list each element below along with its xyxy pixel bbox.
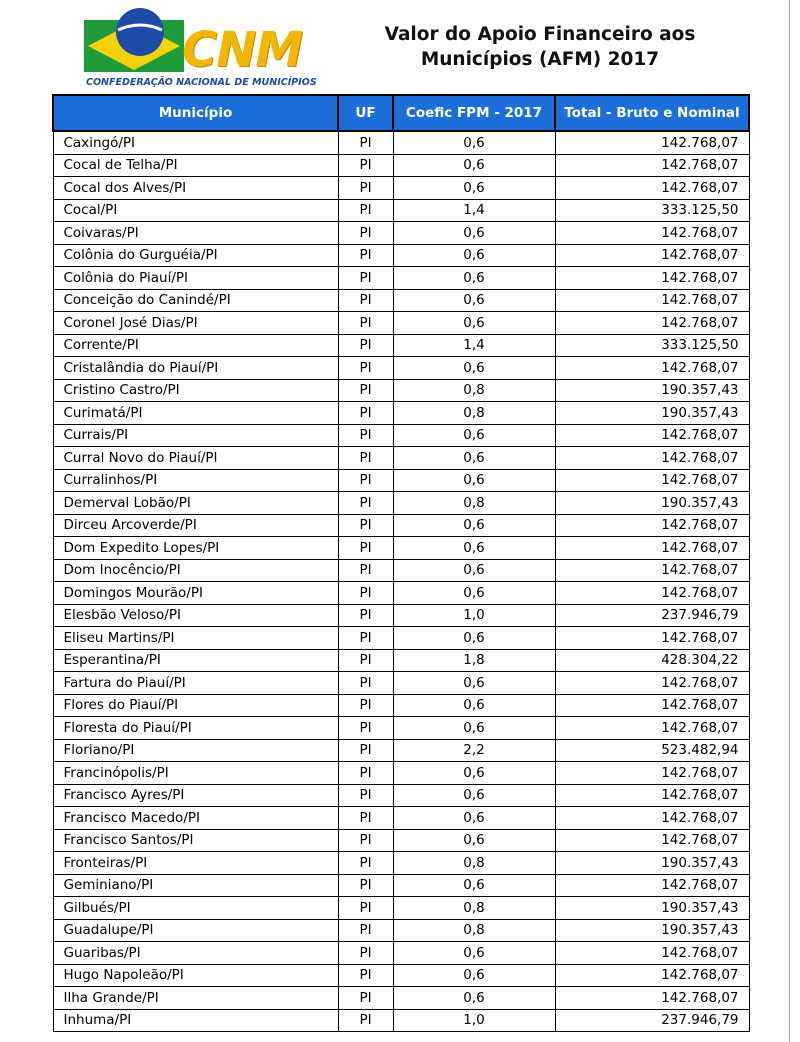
- cell-coef: 0,6: [393, 289, 555, 312]
- cell-coef: 1,4: [393, 334, 555, 357]
- table-row: [53, 649, 749, 672]
- cell-total: 428.304,22: [555, 649, 749, 672]
- cell-municipio: Francinópolis/PI: [53, 762, 338, 785]
- cell-uf: PI: [338, 942, 393, 965]
- cell-municipio: Inhuma/PI: [53, 1009, 338, 1032]
- cell-coef: 0,6: [393, 357, 555, 380]
- cell-total: 142.768,07: [555, 694, 749, 717]
- cell-municipio: Cocal/PI: [53, 199, 338, 222]
- cell-total: 142.768,07: [555, 244, 749, 267]
- cell-municipio: Flores do Piauí/PI: [53, 694, 338, 717]
- cell-uf: PI: [338, 627, 393, 650]
- cell-municipio: Fronteiras/PI: [53, 852, 338, 875]
- table-row: [53, 897, 749, 920]
- cell-uf: PI: [338, 582, 393, 605]
- cell-municipio: Dom Expedito Lopes/PI: [53, 537, 338, 560]
- logo-subtitle: CONFEDERAÇÃO NACIONAL DE MUNICÍPIOS: [86, 77, 317, 88]
- cell-coef: 0,6: [393, 559, 555, 582]
- table-row: [53, 131, 749, 154]
- cell-municipio: Fartura do Piauí/PI: [53, 672, 338, 695]
- cell-uf: PI: [338, 874, 393, 897]
- cell-uf: PI: [338, 447, 393, 470]
- cell-uf: PI: [338, 739, 393, 762]
- brazil-flag-icon: [84, 6, 194, 78]
- table-row: [53, 582, 749, 605]
- cell-coef: 0,6: [393, 627, 555, 650]
- cell-coef: 0,6: [393, 582, 555, 605]
- cell-coef: 0,6: [393, 964, 555, 987]
- cell-total: 142.768,07: [555, 357, 749, 380]
- cell-total: 142.768,07: [555, 627, 749, 650]
- cell-municipio: Hugo Napoleão/PI: [53, 964, 338, 987]
- cell-municipio: Domingos Mourão/PI: [53, 582, 338, 605]
- cell-total: 142.768,07: [555, 559, 749, 582]
- cell-total: 142.768,07: [555, 514, 749, 537]
- cell-coef: 0,8: [393, 852, 555, 875]
- cell-coef: 0,6: [393, 829, 555, 852]
- page-title: [330, 22, 750, 72]
- cell-uf: PI: [338, 987, 393, 1010]
- cell-municipio: Corrente/PI: [53, 334, 338, 357]
- table-row: [53, 244, 749, 267]
- cell-coef: 1,4: [393, 199, 555, 222]
- cell-municipio: Elesbão Veloso/PI: [53, 604, 338, 627]
- cell-uf: PI: [338, 469, 393, 492]
- table-row: [53, 379, 749, 402]
- table-row: [53, 469, 749, 492]
- column-header-total: Total - Bruto e Nominal: [555, 95, 749, 131]
- cell-total: 142.768,07: [555, 807, 749, 830]
- cell-uf: PI: [338, 492, 393, 515]
- title-line-1: Valor do Apoio Financeiro aos: [384, 24, 696, 45]
- cell-total: 142.768,07: [555, 829, 749, 852]
- table-row: [53, 177, 749, 200]
- cell-total: 142.768,07: [555, 312, 749, 335]
- afm-table: [52, 94, 750, 1032]
- cell-coef: 0,6: [393, 672, 555, 695]
- table-row: [53, 852, 749, 875]
- cell-total: 333.125,50: [555, 334, 749, 357]
- cell-municipio: Coronel José Dias/PI: [53, 312, 338, 335]
- table-header-row: [53, 95, 749, 131]
- cell-total: 142.768,07: [555, 717, 749, 740]
- cell-municipio: Colônia do Piauí/PI: [53, 267, 338, 290]
- cell-coef: 0,6: [393, 784, 555, 807]
- cell-coef: 0,8: [393, 919, 555, 942]
- cell-coef: 0,6: [393, 447, 555, 470]
- table-row: [53, 1009, 749, 1032]
- cell-total: 190.357,43: [555, 852, 749, 875]
- table-row: [53, 739, 749, 762]
- cell-municipio: Ilha Grande/PI: [53, 987, 338, 1010]
- cell-coef: 0,6: [393, 514, 555, 537]
- cell-uf: PI: [338, 357, 393, 380]
- cell-municipio: Geminiano/PI: [53, 874, 338, 897]
- cell-uf: PI: [338, 807, 393, 830]
- cell-uf: PI: [338, 267, 393, 290]
- cell-municipio: Cocal de Telha/PI: [53, 154, 338, 177]
- cell-coef: 0,6: [393, 222, 555, 245]
- cell-uf: PI: [338, 897, 393, 920]
- cell-municipio: Caxingó/PI: [53, 131, 338, 154]
- cell-coef: 0,6: [393, 942, 555, 965]
- table-row: [53, 199, 749, 222]
- table-row: [53, 334, 749, 357]
- cell-uf: PI: [338, 559, 393, 582]
- cell-municipio: Francisco Macedo/PI: [53, 807, 338, 830]
- cell-municipio: Conceição do Canindé/PI: [53, 289, 338, 312]
- table-row: [53, 829, 749, 852]
- cell-municipio: Curimatá/PI: [53, 402, 338, 425]
- cell-uf: PI: [338, 852, 393, 875]
- cell-total: 142.768,07: [555, 267, 749, 290]
- logo-text: CNM: [182, 22, 303, 78]
- cell-coef: 0,6: [393, 537, 555, 560]
- cell-total: 142.768,07: [555, 131, 749, 154]
- table-row: [53, 424, 749, 447]
- cell-uf: PI: [338, 514, 393, 537]
- cell-total: 190.357,43: [555, 919, 749, 942]
- cell-total: 190.357,43: [555, 897, 749, 920]
- document-header: [0, 0, 800, 95]
- cell-total: 142.768,07: [555, 987, 749, 1010]
- cell-total: 237.946,79: [555, 1009, 749, 1032]
- cell-coef: 0,6: [393, 762, 555, 785]
- cell-uf: PI: [338, 334, 393, 357]
- table-row: [53, 919, 749, 942]
- cell-uf: PI: [338, 784, 393, 807]
- cell-uf: PI: [338, 154, 393, 177]
- cell-total: 190.357,43: [555, 402, 749, 425]
- cell-uf: PI: [338, 312, 393, 335]
- cell-coef: 1,0: [393, 604, 555, 627]
- cell-municipio: Cocal dos Alves/PI: [53, 177, 338, 200]
- cell-total: 142.768,07: [555, 874, 749, 897]
- cell-total: 142.768,07: [555, 942, 749, 965]
- cell-coef: 0,6: [393, 312, 555, 335]
- cell-municipio: Coivaras/PI: [53, 222, 338, 245]
- cell-coef: 0,6: [393, 469, 555, 492]
- cell-total: 142.768,07: [555, 537, 749, 560]
- cell-coef: 0,6: [393, 267, 555, 290]
- table-row: [53, 267, 749, 290]
- table-row: [53, 717, 749, 740]
- cell-uf: PI: [338, 649, 393, 672]
- table-row: [53, 222, 749, 245]
- table-row: [53, 357, 749, 380]
- cell-total: 190.357,43: [555, 492, 749, 515]
- cell-uf: PI: [338, 762, 393, 785]
- cell-coef: 2,2: [393, 739, 555, 762]
- cell-uf: PI: [338, 177, 393, 200]
- cell-total: 142.768,07: [555, 582, 749, 605]
- table-body: [53, 131, 749, 1032]
- cell-total: 142.768,07: [555, 784, 749, 807]
- cell-uf: PI: [338, 402, 393, 425]
- column-header-uf: UF: [338, 95, 393, 131]
- cell-coef: 0,6: [393, 424, 555, 447]
- cell-coef: 0,6: [393, 807, 555, 830]
- table-row: [53, 537, 749, 560]
- cell-municipio: Cristino Castro/PI: [53, 379, 338, 402]
- cell-municipio: Demerval Lobão/PI: [53, 492, 338, 515]
- cell-coef: 0,6: [393, 244, 555, 267]
- table-row: [53, 762, 749, 785]
- cell-municipio: Gilbués/PI: [53, 897, 338, 920]
- cell-uf: PI: [338, 1009, 393, 1032]
- table-row: [53, 784, 749, 807]
- cell-total: 142.768,07: [555, 222, 749, 245]
- cell-municipio: Curral Novo do Piauí/PI: [53, 447, 338, 470]
- cell-municipio: Esperantina/PI: [53, 649, 338, 672]
- cell-uf: PI: [338, 604, 393, 627]
- cnm-logo: [84, 6, 317, 92]
- cell-uf: PI: [338, 199, 393, 222]
- table-row: [53, 964, 749, 987]
- cell-municipio: Dirceu Arcoverde/PI: [53, 514, 338, 537]
- table-row: [53, 987, 749, 1010]
- cell-total: 142.768,07: [555, 447, 749, 470]
- cell-uf: PI: [338, 694, 393, 717]
- cell-coef: 0,6: [393, 987, 555, 1010]
- cell-uf: PI: [338, 537, 393, 560]
- cell-municipio: Francisco Santos/PI: [53, 829, 338, 852]
- cell-total: 142.768,07: [555, 177, 749, 200]
- cell-municipio: Cristalândia do Piauí/PI: [53, 357, 338, 380]
- table-row: [53, 402, 749, 425]
- cell-uf: PI: [338, 244, 393, 267]
- cell-uf: PI: [338, 964, 393, 987]
- cell-coef: 0,8: [393, 379, 555, 402]
- cell-coef: 0,6: [393, 874, 555, 897]
- table-row: [53, 312, 749, 335]
- cell-municipio: Francisco Ayres/PI: [53, 784, 338, 807]
- table-row: [53, 942, 749, 965]
- table-row: [53, 672, 749, 695]
- cell-municipio: Floresta do Piauí/PI: [53, 717, 338, 740]
- cell-coef: 0,8: [393, 897, 555, 920]
- cell-coef: 0,6: [393, 131, 555, 154]
- table-row: [53, 447, 749, 470]
- cell-total: 237.946,79: [555, 604, 749, 627]
- cell-municipio: Dom Inocêncio/PI: [53, 559, 338, 582]
- table-row: [53, 694, 749, 717]
- cell-uf: PI: [338, 672, 393, 695]
- cell-total: 142.768,07: [555, 289, 749, 312]
- cell-uf: PI: [338, 919, 393, 942]
- cell-municipio: Eliseu Martins/PI: [53, 627, 338, 650]
- cell-uf: PI: [338, 131, 393, 154]
- cell-uf: PI: [338, 717, 393, 740]
- cell-coef: 0,6: [393, 177, 555, 200]
- cell-total: 142.768,07: [555, 964, 749, 987]
- cell-total: 190.357,43: [555, 379, 749, 402]
- table-row: [53, 604, 749, 627]
- table-row: [53, 874, 749, 897]
- cell-uf: PI: [338, 222, 393, 245]
- table-row: [53, 514, 749, 537]
- cell-coef: 0,8: [393, 492, 555, 515]
- cell-municipio: Guaribas/PI: [53, 942, 338, 965]
- cell-coef: 0,6: [393, 717, 555, 740]
- cell-uf: PI: [338, 379, 393, 402]
- cell-municipio: Curralinhos/PI: [53, 469, 338, 492]
- cell-uf: PI: [338, 289, 393, 312]
- cell-coef: 1,8: [393, 649, 555, 672]
- cell-total: 142.768,07: [555, 762, 749, 785]
- cell-municipio: Floriano/PI: [53, 739, 338, 762]
- table-row: [53, 807, 749, 830]
- table-row: [53, 627, 749, 650]
- column-header-municipio: Município: [53, 95, 338, 131]
- cell-uf: PI: [338, 829, 393, 852]
- cell-total: 142.768,07: [555, 672, 749, 695]
- cell-municipio: Guadalupe/PI: [53, 919, 338, 942]
- column-header-coef: Coefic FPM - 2017: [393, 95, 555, 131]
- cell-municipio: Currais/PI: [53, 424, 338, 447]
- cell-total: 333.125,50: [555, 199, 749, 222]
- cell-total: 523.482,94: [555, 739, 749, 762]
- table-row: [53, 154, 749, 177]
- cell-coef: 0,8: [393, 402, 555, 425]
- table-row: [53, 559, 749, 582]
- cell-uf: PI: [338, 424, 393, 447]
- table-row: [53, 289, 749, 312]
- page-edge: [789, 0, 790, 1042]
- table-row: [53, 492, 749, 515]
- cell-total: 142.768,07: [555, 469, 749, 492]
- title-line-2: Municípios (AFM) 2017: [420, 49, 660, 70]
- cell-municipio: Colônia do Gurguéia/PI: [53, 244, 338, 267]
- cell-coef: 0,6: [393, 694, 555, 717]
- cell-total: 142.768,07: [555, 154, 749, 177]
- cell-coef: 1,0: [393, 1009, 555, 1032]
- cell-total: 142.768,07: [555, 424, 749, 447]
- cell-coef: 0,6: [393, 154, 555, 177]
